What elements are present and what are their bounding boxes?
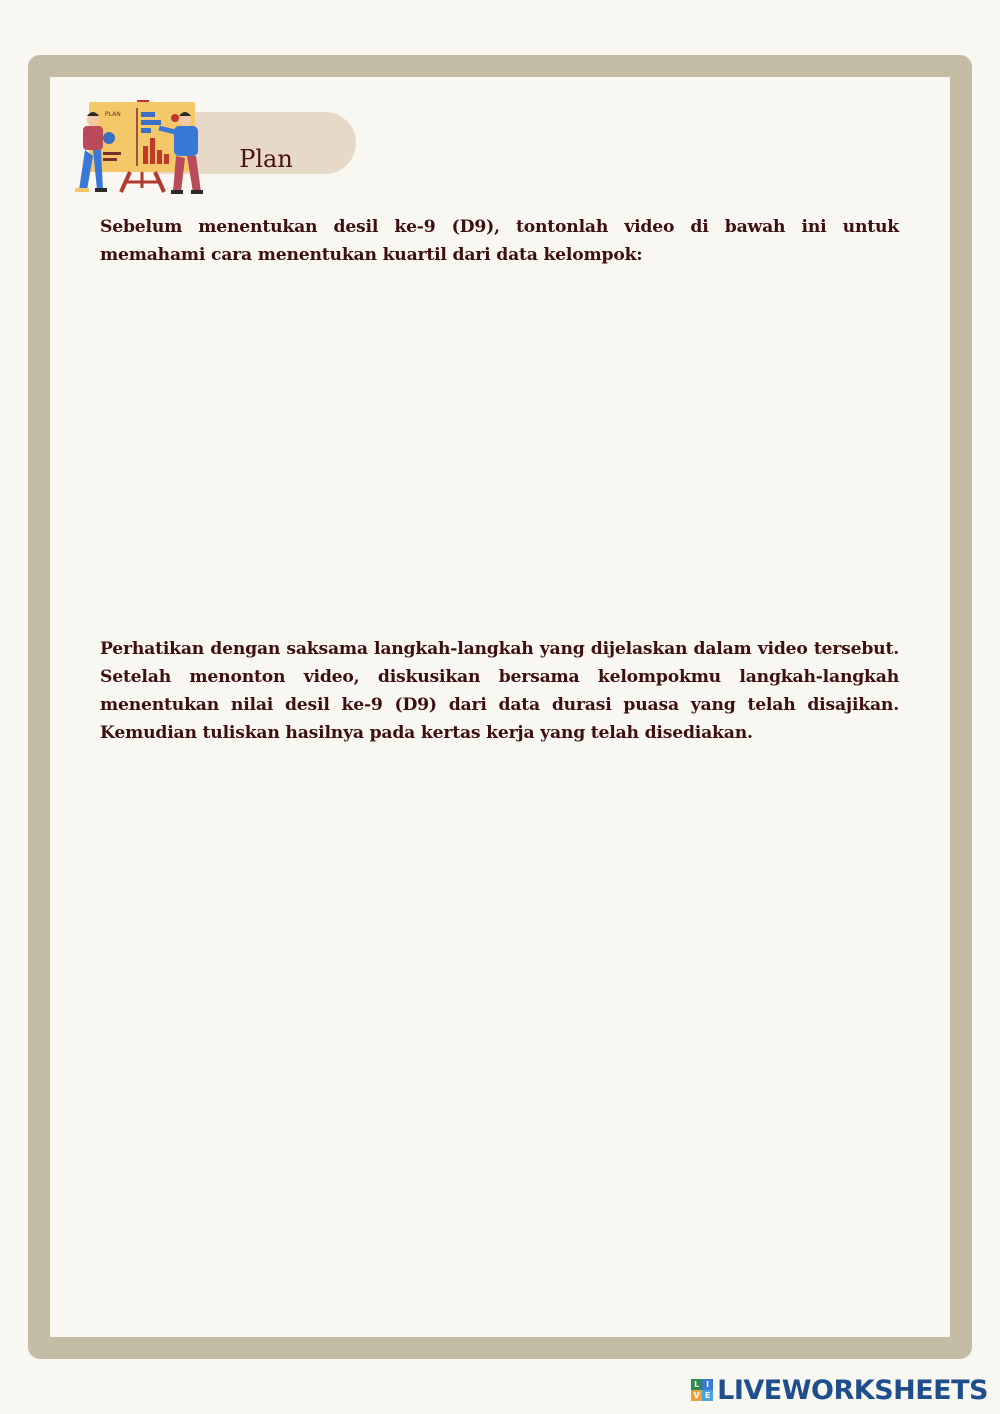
logo-letter: V bbox=[691, 1390, 702, 1401]
instructions-paragraph: Perhatikan dengan saksama langkah-langkah yang dijelaskan dalam video tersebut. Setelah menonton video, diskusikan bersama kelompokmu langkah-langkah menentukan nilai desil ke-9 (D9) dari data durasi puasa yang telah disajikan. Kemudian tuliskan hasilnya pada kertas kerja yang telah disediakan. bbox=[100, 639, 899, 743]
liveworksheets-brand bbox=[691, 1374, 988, 1406]
logo-letter: L bbox=[691, 1379, 702, 1390]
brand-name: LIVEWORKSHEETS bbox=[717, 1374, 988, 1406]
svg-text:PLAN: PLAN bbox=[105, 111, 121, 118]
logo-letter: I bbox=[702, 1379, 713, 1390]
logo-letter: E bbox=[702, 1390, 713, 1401]
video-placeholder bbox=[100, 290, 899, 610]
intro-paragraph: Sebelum menentukan desil ke-9 (D9), tontonlah video di bawah ini untuk memahami cara menentukan kuartil dari data kelompok: bbox=[100, 217, 899, 265]
page-title: Plan bbox=[239, 145, 293, 174]
liveworksheets-logo-icon bbox=[691, 1379, 713, 1401]
presentation-illustration bbox=[75, 98, 207, 196]
